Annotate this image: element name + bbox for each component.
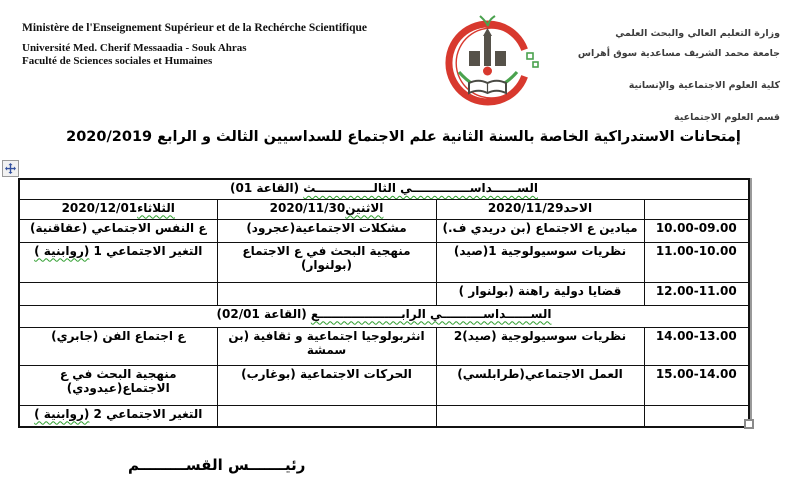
move-cross-icon <box>5 163 16 174</box>
semester4-header-row <box>19 305 749 327</box>
exam-schedule-table <box>18 178 750 428</box>
course-cell: منهجية البحث في ع الاجتماع (بولنوار) <box>217 242 436 282</box>
table-move-handle[interactable] <box>2 160 19 177</box>
tuesday-label: الثلاثاء <box>137 200 175 215</box>
semester3-header-row <box>19 179 749 199</box>
s3-row-1 <box>19 219 749 242</box>
date-header-sunday <box>436 199 644 219</box>
university-emblem-icon <box>433 12 545 116</box>
s4-row-1 <box>19 327 749 365</box>
course-cell: الحركات الاجتماعية (بوغارب) <box>217 365 436 405</box>
course-cell: التغير الاجتماعي 1 (روابنية ) <box>19 242 217 282</box>
monday-label: الاثنين <box>345 200 384 215</box>
faculty-line-ar: كلية العلوم الاجتماعية والإنسانية <box>628 80 780 91</box>
time-cell: 11.00-10.00 <box>644 242 749 282</box>
time-cell: 12.00-11.00 <box>644 282 749 305</box>
semester4-label: الســــــداســــــــــي الرابــــــــــــــــــــع <box>310 306 552 321</box>
university-emblem-logo <box>433 12 545 116</box>
time-cell: 10.00-09.00 <box>644 219 749 242</box>
semester3-room: (القاعة 01) <box>230 181 304 195</box>
sunday-date: 2020/11/29 <box>487 200 564 215</box>
faculty-line-fr: Faculté de Sciences sociales et Humaines <box>22 55 213 67</box>
course-cell <box>217 405 436 427</box>
time-cell: 15.00-14.00 <box>644 365 749 405</box>
semester3-label: الســــــداســــــــــــــي الثالــــــــــــــث <box>303 181 538 195</box>
date-header-monday <box>217 199 436 219</box>
university-line-ar: جامعة محمد الشريف مساعدية سوق أهراس <box>577 48 780 59</box>
table-resize-handle[interactable] <box>744 419 754 429</box>
semester3-header-cell <box>19 179 749 199</box>
table-outer-edge-line <box>750 178 752 425</box>
signature: رئيـــــــس القســـــــــم <box>128 456 306 474</box>
course-cell: العمل الاجتماعي(طرابلسي) <box>436 365 644 405</box>
course-cell: مشكلات الاجتماعية(عجرود) <box>217 219 436 242</box>
sunday-label: الاحد <box>563 200 593 215</box>
course-cell: منهجية البحث في ع الاجتماع(عيدودي) <box>19 365 217 405</box>
course-cell <box>436 405 644 427</box>
time-cell <box>644 405 749 427</box>
date-header-tuesday <box>19 199 217 219</box>
course-cell <box>19 282 217 305</box>
course-cell: ع النفس الاجتماعي (عقاقنية) <box>19 219 217 242</box>
course-cell <box>217 282 436 305</box>
course-cell: نظريات سوسيولوجية 1(صيد) <box>436 242 644 282</box>
time-cell: 14.00-13.00 <box>644 327 749 365</box>
monday-date: 2020/11/30 <box>269 200 346 215</box>
tuesday-date: 2020/12/01 <box>61 200 138 215</box>
course-cell: نظريات سوسيولوجية (صيد)2 <box>436 327 644 365</box>
course-cell: انثربولوجيا اجتماعية و ثقافية (بن سمشة <box>217 327 436 365</box>
document-title: إمتحانات الاستدراكية الخاصة بالسنة الثانية علم الاجتماع للسداسيين الثالث و الرابع 2020/2019 <box>66 129 741 145</box>
department-line-ar: قسم العلوم الاجتماعية <box>673 112 780 123</box>
s4-row-3 <box>19 405 749 427</box>
ministry-line-fr: Ministère de l'Enseignement Supérieur et de la Rechérche Scientifique <box>22 22 367 34</box>
s4-row-2 <box>19 365 749 405</box>
s3-row-2 <box>19 242 749 282</box>
letterhead-french <box>22 22 422 68</box>
course-cell: التغير الاجتماعي 2 (روابنية ) <box>19 405 217 427</box>
semester4-header-cell <box>19 305 749 327</box>
time-column-header-cell <box>644 199 749 219</box>
course-cell: ع اجتماع الفن (جابري) <box>19 327 217 365</box>
ministry-line-ar: وزارة التعليم العالي والبحث العلمي <box>615 28 780 39</box>
course-cell: ميادين ع الاجتماع (بن دريدي ف.) <box>436 219 644 242</box>
course-cell: قضايا دولية راهنة (بولنوار ) <box>436 282 644 305</box>
s3-row-3 <box>19 282 749 305</box>
university-line-fr: Université Med. Cherif Messaadia - Souk Ahras <box>22 42 247 54</box>
semester4-room: (القاعة 02/01) <box>216 306 311 321</box>
dates-header-row <box>19 199 749 219</box>
